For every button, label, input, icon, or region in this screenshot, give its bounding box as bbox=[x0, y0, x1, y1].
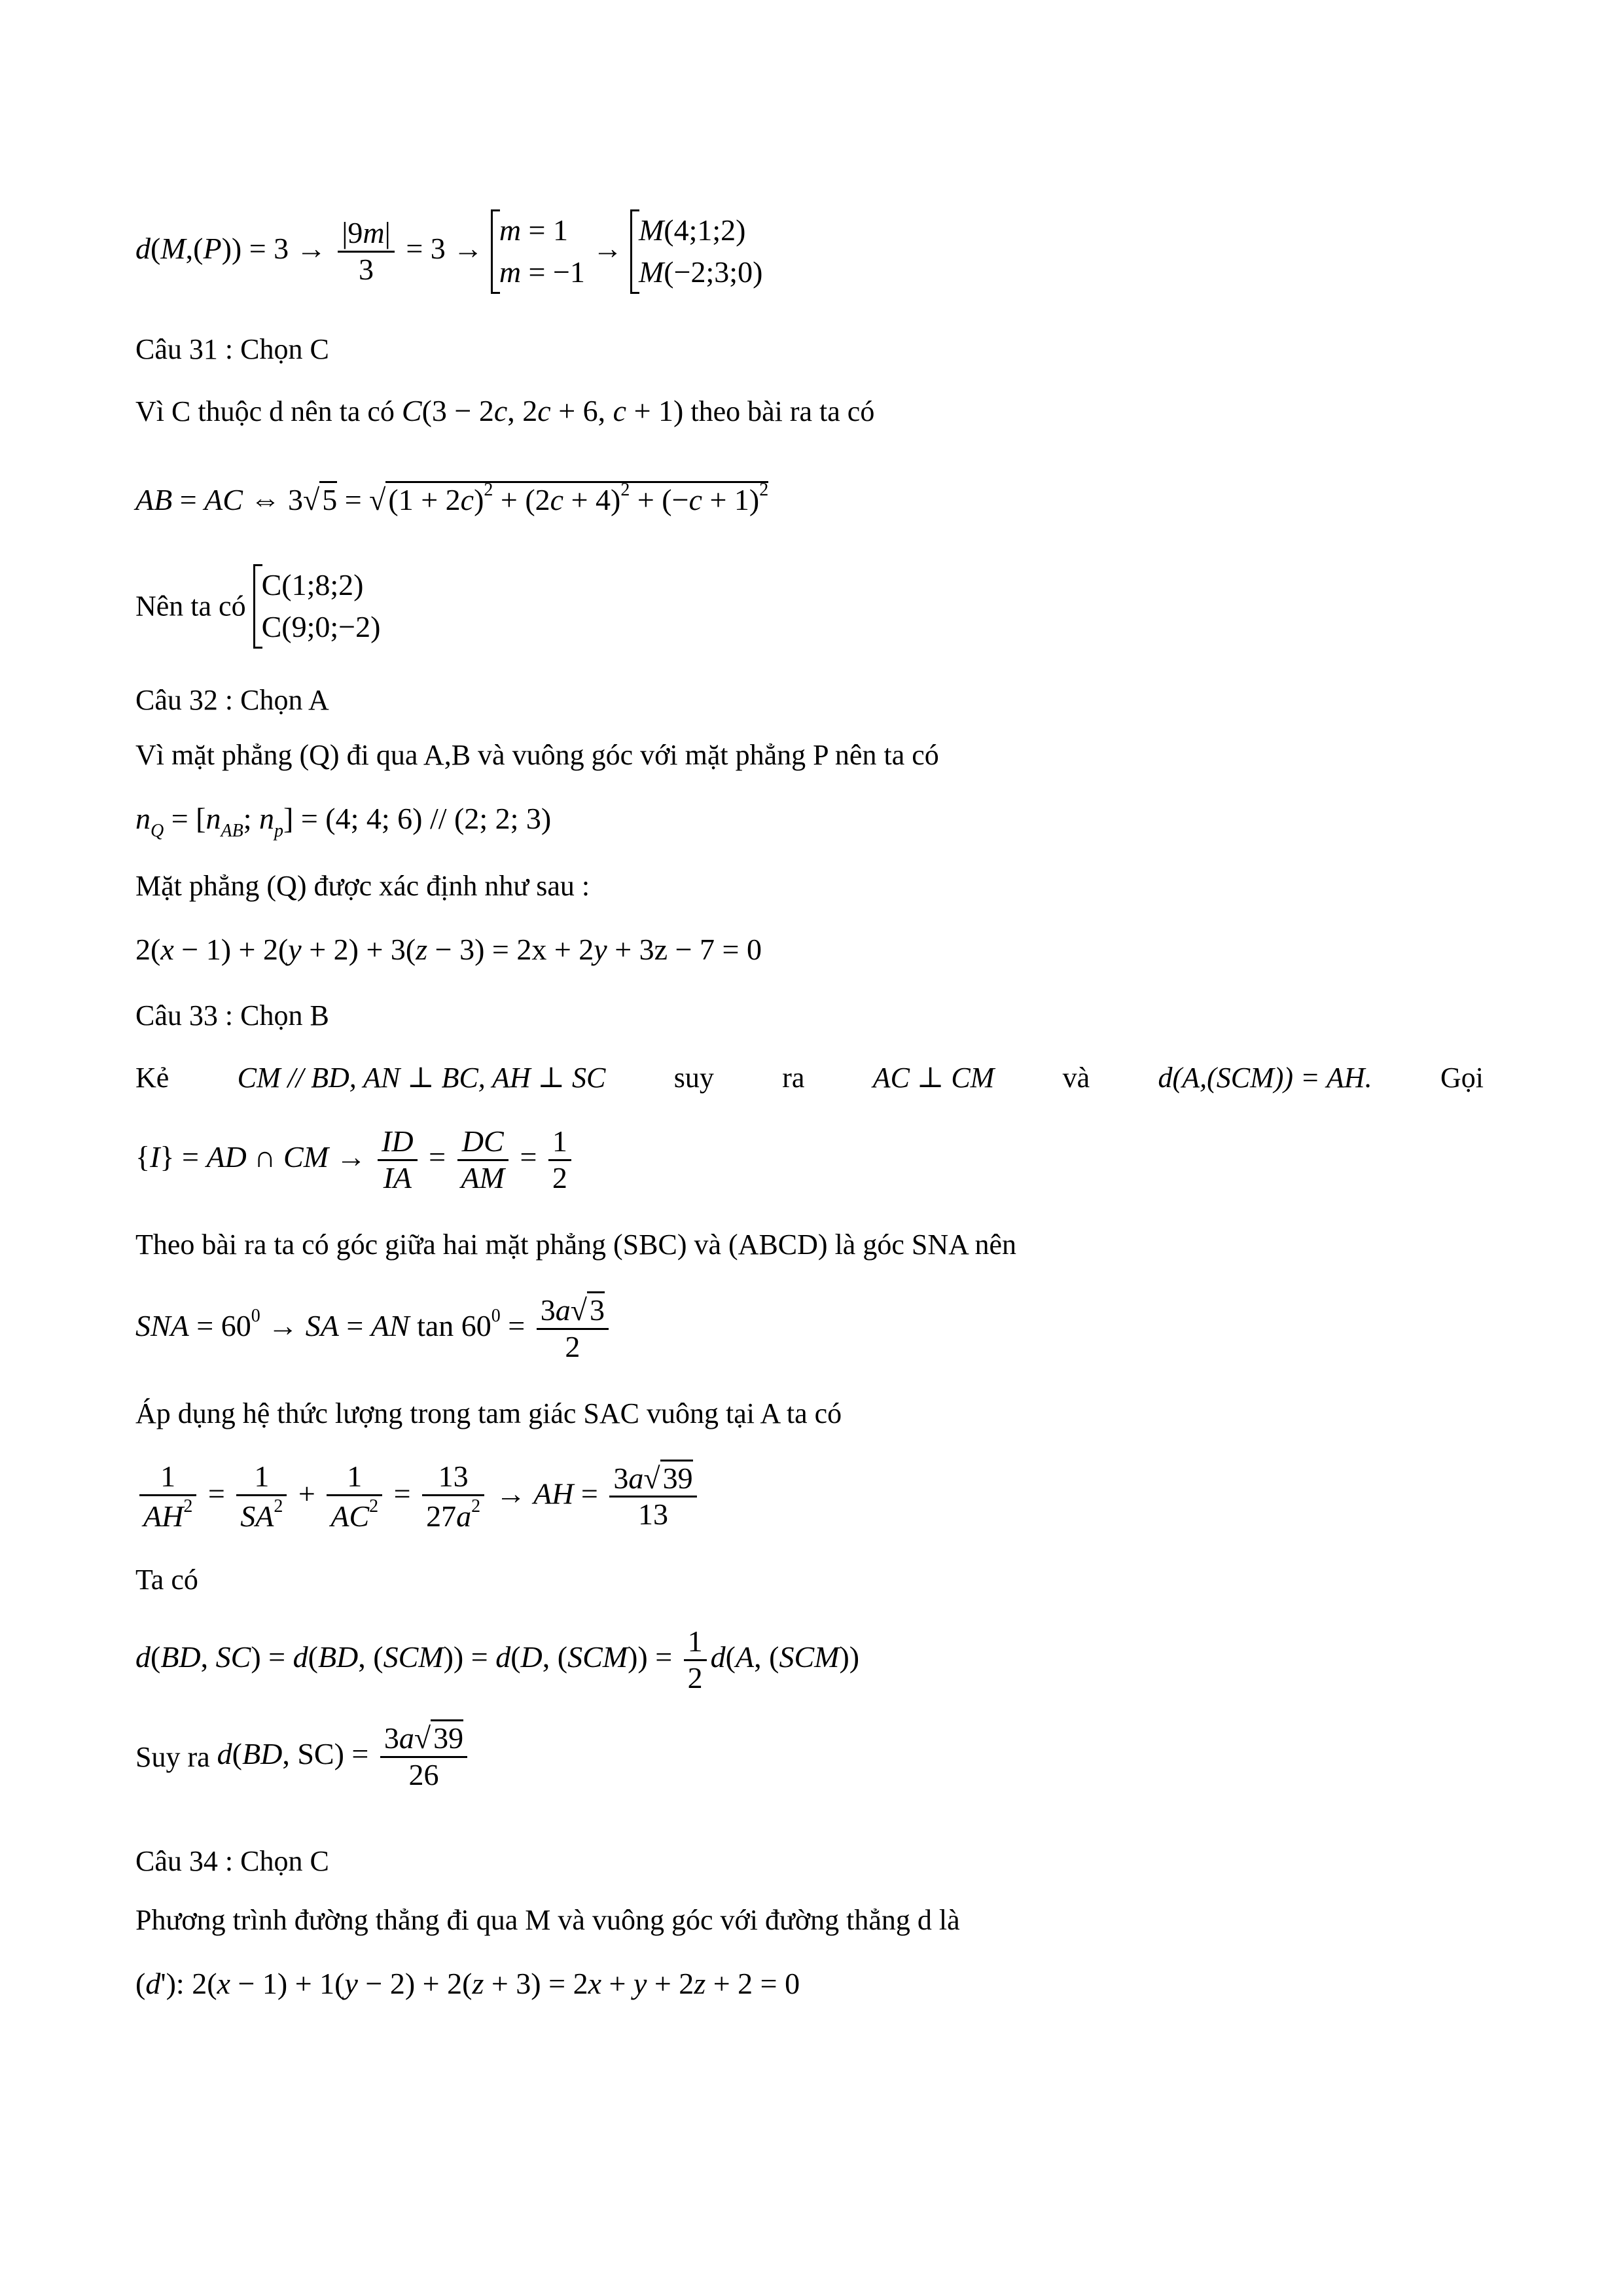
q33-word-ra: ra bbox=[782, 1062, 805, 1094]
q31-paragraph-1 bbox=[135, 396, 874, 426]
q31-paragraph-2 bbox=[135, 564, 380, 649]
q33-paragraph-3: Áp dụng hệ thức lượng trong tam giác SAC vuông tại A ta có bbox=[135, 1397, 842, 1429]
q32-paragraph-2: Mặt phẳng (Q) được xác định như sau : bbox=[135, 870, 590, 902]
q33-paragraph-5 bbox=[135, 1721, 471, 1793]
q31-text-2: theo bài ra ta có bbox=[690, 395, 875, 427]
question-34-title: Câu 34 : Chọn C bbox=[135, 1845, 329, 1877]
q33-text-suy-ra: Suy ra bbox=[135, 1740, 210, 1773]
q33-equation-1: {I} = AD ∩ CM → $\frac{ID}{IA}$ = $\frac{DC}{AM}$ = $\frac{1}{2}$ bbox=[135, 1124, 575, 1196]
q33-paragraph-1 bbox=[135, 1064, 1484, 1092]
q31-text-3: Nên ta có bbox=[135, 590, 246, 622]
q31-text: Vì C thuộc d nên ta có bbox=[135, 395, 395, 427]
q32-paragraph-1: Vì mặt phẳng (Q) đi qua A,B và vuông góc với mặt phẳng P nên ta có bbox=[135, 739, 939, 771]
q33-equation-3: $\frac{1}{AH^2}$ = $\frac{1}{SA^2}$ + $\frac{1}{AC^2}$ = $\frac{13}{27a^2}$ → AH = $\frac{3a√39}{13}$ bbox=[135, 1460, 701, 1534]
q33-perpendicular: AC ⊥ CM bbox=[872, 1062, 995, 1094]
question-31-title: Câu 31 : Chọn C bbox=[135, 333, 329, 365]
q33-word-ke: Kẻ bbox=[135, 1062, 169, 1094]
q31-point-c: C(3 − 2c, 2c + 6, c + 1) bbox=[401, 394, 684, 427]
q33-equation-2: SNA = $60^0$ → SA = AN $\tan 60^0$ = $\frac{3a√3}{2}$ bbox=[135, 1293, 613, 1365]
q33-distance: d(A,(SCM)) = AH. bbox=[1158, 1062, 1372, 1094]
question-32-title: Câu 32 : Chọn A bbox=[135, 684, 329, 716]
q33-paragraph-2: Theo bài ra ta có góc giữa hai mặt phẳng (SBC) và (ABCD) là góc SNA nên bbox=[135, 1229, 1016, 1261]
q31-result: C(1;8;2) C(9;0;−2) bbox=[253, 564, 381, 649]
q33-construction: CM // BD, AN ⊥ BC, AH ⊥ SC bbox=[237, 1062, 606, 1094]
q34-equation: (d'): 2(x − 1) + 1(y − 2) + 2(z + 3) = 2x + y + 2z + 2 = 0 bbox=[135, 1967, 800, 2000]
distance-equation: d(M,(P)) = 3 → $\frac{|9m|}{3}$ = 3 → m = 1 m = −1 → M(4;1;2) M(−2;3;0) bbox=[135, 209, 762, 294]
q33-paragraph-4: Ta có bbox=[135, 1564, 198, 1596]
q33-word-suy: suy bbox=[673, 1062, 714, 1094]
q34-paragraph-1: Phương trình đường thẳng đi qua M và vuông góc với đường thẳng d là bbox=[135, 1904, 960, 1936]
q33-word-goi: Gọi bbox=[1440, 1062, 1484, 1094]
q31-equation: AB = AC ⇔ $3√5 = √(1 + 2c)^2 + (2c + 4)^2 + (-c + 1)^2$ bbox=[135, 480, 769, 516]
q33-word-va: và bbox=[1062, 1062, 1090, 1094]
question-33-title: Câu 33 : Chọn B bbox=[135, 999, 329, 1031]
q33-result: d(BD, SC) = $\frac{3a√39}{26}$ bbox=[217, 1737, 471, 1770]
q32-equation-2: 2(x − 1) + 2(y + 2) + 3(z − 3) = 2x + 2y + 3z − 7 = 0 bbox=[135, 933, 762, 966]
q33-equation-4: d(BD, SC) = d(BD, (SCM)) = d(D, (SCM)) = $\frac{1}{2}$ d(A, (SCM)) bbox=[135, 1624, 860, 1695]
q32-equation-1: $n_Q = [n_{AB}$; $n_p] = (4$; 4; 6) // (2; 2; 3) bbox=[135, 802, 552, 841]
